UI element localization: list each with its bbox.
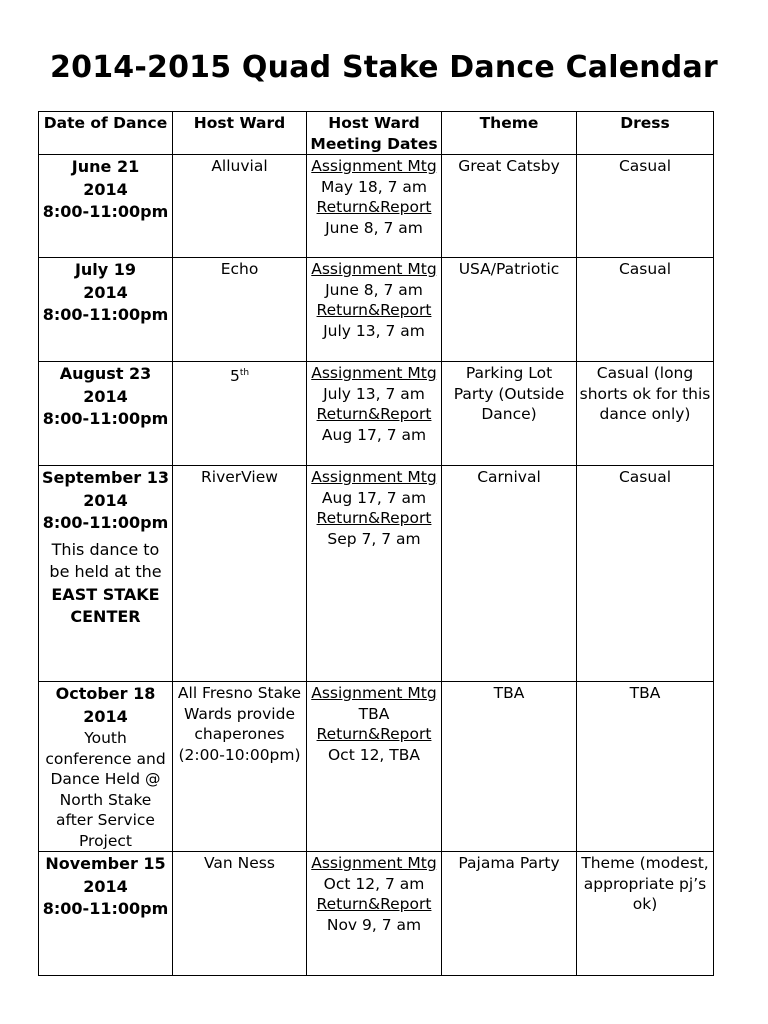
- assignment-date: Aug 17, 7 am: [321, 488, 427, 507]
- date-cell: [39, 852, 173, 976]
- dress-cell: Casual: [577, 258, 714, 362]
- assignment-date: June 8, 7 am: [325, 280, 423, 299]
- date-year: 2014: [83, 706, 128, 726]
- table-row: [39, 852, 714, 976]
- date-cell: [39, 258, 173, 362]
- table-row: [39, 466, 714, 682]
- date-time: 8:00-11:00pm: [42, 899, 169, 918]
- table-row: [39, 258, 714, 362]
- dress-cell: Theme (modest, appropriate pj’s ok): [577, 852, 714, 976]
- date-cell: [39, 362, 173, 466]
- table-row: [39, 155, 714, 258]
- assignment-date: TBA: [358, 704, 390, 723]
- header-date: Date of Dance: [39, 112, 173, 155]
- meeting-dates-cell: [307, 682, 442, 852]
- assignment-date: Oct 12, 7 am: [323, 874, 425, 893]
- assignment-label: Assignment Mtg: [311, 157, 437, 175]
- date-year: 2014: [83, 386, 128, 406]
- report-date: Sep 7, 7 am: [327, 529, 421, 548]
- date-year: 2014: [83, 876, 128, 896]
- date-year: 2014: [83, 179, 128, 199]
- assignment-label: Assignment Mtg: [311, 684, 437, 702]
- theme-cell: Parking Lot Party (Outside Dance): [442, 362, 577, 466]
- assignment-label: Assignment Mtg: [311, 468, 437, 486]
- host-ward-cell: All Fresno Stake Wards provide chaperones (2:00-10:00pm): [173, 682, 307, 852]
- dress-cell: Casual: [577, 155, 714, 258]
- date-day: July 19: [74, 260, 137, 279]
- report-date: Aug 17, 7 am: [321, 425, 427, 444]
- report-date: July 13, 7 am: [323, 321, 425, 340]
- date-day: August 23: [59, 364, 152, 383]
- meeting-dates-cell: [307, 362, 442, 466]
- assignment-date: May 18, 7 am: [321, 177, 427, 196]
- page-title: 2014-2015 Quad Stake Dance Calendar: [50, 50, 718, 85]
- report-label: Return&Report: [316, 725, 432, 743]
- table-row: [39, 362, 714, 466]
- location-note: This dance to be held at the: [49, 539, 162, 581]
- host-ward-cell: Echo: [173, 258, 307, 362]
- report-label: Return&Report: [316, 509, 432, 527]
- table-header-row: [39, 112, 714, 155]
- report-date: Oct 12, TBA: [327, 745, 420, 764]
- report-label: Return&Report: [316, 198, 432, 216]
- date-day: October 18: [55, 684, 156, 703]
- report-date: June 8, 7 am: [325, 218, 423, 237]
- dress-cell: Casual: [577, 466, 714, 682]
- theme-cell: Great Catsby: [442, 155, 577, 258]
- date-cell: [39, 155, 173, 258]
- dress-cell: Casual (long shorts ok for this dance only): [577, 362, 714, 466]
- ward-ordinal: th: [239, 368, 250, 378]
- report-label: Return&Report: [316, 301, 432, 319]
- assignment-label: Assignment Mtg: [311, 260, 437, 278]
- date-time: 8:00-11:00pm: [42, 202, 169, 221]
- date-year: 2014: [83, 490, 128, 510]
- meeting-dates-cell: [307, 155, 442, 258]
- theme-cell: Pajama Party: [442, 852, 577, 976]
- header-meeting-dates: Host Ward Meeting Dates: [307, 112, 442, 155]
- report-label: Return&Report: [316, 895, 432, 913]
- header-host-ward: Host Ward: [173, 112, 307, 155]
- event-note: Youth conference and Dance Held @ North Stake after Service Project: [45, 729, 166, 850]
- assignment-date: July 13, 7 am: [323, 384, 425, 403]
- assignment-label: Assignment Mtg: [311, 854, 437, 872]
- date-cell: [39, 466, 173, 682]
- host-ward-cell: Van Ness: [173, 852, 307, 976]
- date-day: June 21: [71, 157, 140, 176]
- location-name: EAST STAKE CENTER: [51, 584, 160, 626]
- assignment-label: Assignment Mtg: [311, 364, 437, 382]
- report-date: Nov 9, 7 am: [326, 915, 422, 934]
- date-time: 8:00-11:00pm: [42, 409, 169, 428]
- dance-calendar-table: [38, 111, 714, 976]
- host-ward-cell: [173, 362, 307, 466]
- meeting-dates-cell: [307, 466, 442, 682]
- date-day: November 15: [45, 854, 166, 873]
- date-day: September 13: [41, 468, 170, 487]
- ward-number: 5: [229, 367, 240, 386]
- dress-cell: TBA: [577, 682, 714, 852]
- header-dress: Dress: [577, 112, 714, 155]
- date-cell: [39, 682, 173, 852]
- date-time: 8:00-11:00pm: [42, 513, 169, 532]
- theme-cell: USA/Patriotic: [442, 258, 577, 362]
- date-time: 8:00-11:00pm: [42, 305, 169, 324]
- theme-cell: Carnival: [442, 466, 577, 682]
- report-label: Return&Report: [316, 405, 432, 423]
- meeting-dates-cell: [307, 852, 442, 976]
- header-theme: Theme: [442, 112, 577, 155]
- meeting-dates-cell: [307, 258, 442, 362]
- date-year: 2014: [83, 282, 128, 302]
- theme-cell: TBA: [442, 682, 577, 852]
- host-ward-cell: Alluvial: [173, 155, 307, 258]
- host-ward-cell: RiverView: [173, 466, 307, 682]
- table-row: [39, 682, 714, 852]
